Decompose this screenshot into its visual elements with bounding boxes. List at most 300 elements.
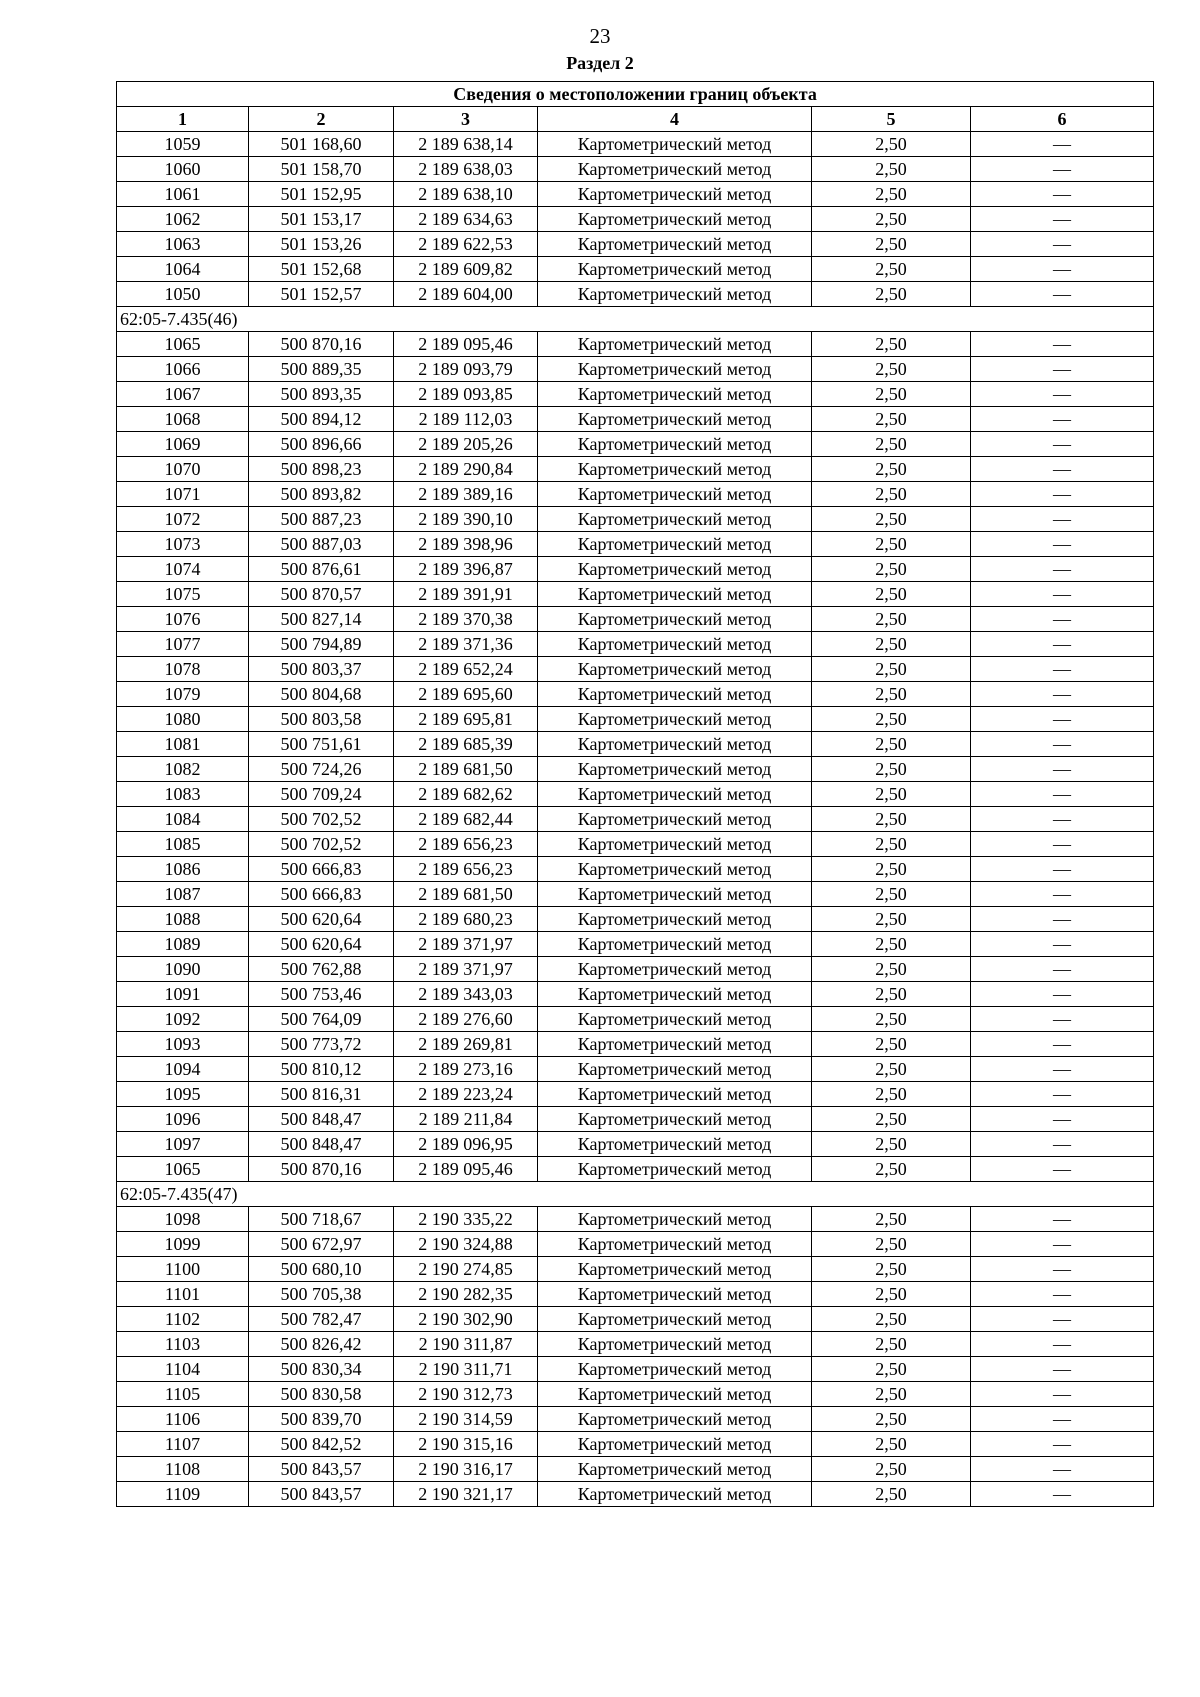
point-number-cell: 1078 <box>117 657 249 682</box>
point-number-cell: 1059 <box>117 132 249 157</box>
point-number-cell: 1073 <box>117 532 249 557</box>
y-coordinate-cell: 2 189 276,60 <box>394 1007 538 1032</box>
description-cell: — <box>971 582 1154 607</box>
description-cell: — <box>971 507 1154 532</box>
x-coordinate-cell: 501 168,60 <box>249 132 394 157</box>
x-coordinate-cell: 500 803,37 <box>249 657 394 682</box>
y-coordinate-cell: 2 189 638,10 <box>394 182 538 207</box>
x-coordinate-cell: 500 839,70 <box>249 1407 394 1432</box>
method-cell: Картометрический метод <box>538 1257 812 1282</box>
accuracy-cell: 2,50 <box>812 882 971 907</box>
x-coordinate-cell: 500 672,97 <box>249 1232 394 1257</box>
point-number-cell: 1088 <box>117 907 249 932</box>
x-coordinate-cell: 501 152,68 <box>249 257 394 282</box>
method-cell: Картометрический метод <box>538 682 812 707</box>
y-coordinate-cell: 2 189 622,53 <box>394 232 538 257</box>
description-cell: — <box>971 357 1154 382</box>
description-cell: — <box>971 1382 1154 1407</box>
x-coordinate-cell: 500 702,52 <box>249 832 394 857</box>
method-cell: Картометрический метод <box>538 1107 812 1132</box>
point-number-cell: 1085 <box>117 832 249 857</box>
table-row <box>117 257 1154 282</box>
y-coordinate-cell: 2 189 396,87 <box>394 557 538 582</box>
description-cell: — <box>971 782 1154 807</box>
accuracy-cell: 2,50 <box>812 732 971 757</box>
y-coordinate-cell: 2 189 656,23 <box>394 832 538 857</box>
description-cell: — <box>971 1357 1154 1382</box>
method-cell: Картометрический метод <box>538 557 812 582</box>
point-number-cell: 1109 <box>117 1482 249 1507</box>
section-title: Раздел 2 <box>566 53 634 73</box>
table-row <box>117 632 1154 657</box>
table-row <box>117 132 1154 157</box>
x-coordinate-cell: 500 848,47 <box>249 1107 394 1132</box>
accuracy-cell: 2,50 <box>812 457 971 482</box>
description-cell: — <box>971 1057 1154 1082</box>
table-row <box>117 657 1154 682</box>
table-row <box>117 1057 1154 1082</box>
table-row <box>117 757 1154 782</box>
accuracy-cell: 2,50 <box>812 1432 971 1457</box>
method-cell: Картометрический метод <box>538 457 812 482</box>
point-number-cell: 1093 <box>117 1032 249 1057</box>
method-cell: Картометрический метод <box>538 1007 812 1032</box>
description-cell: — <box>971 857 1154 882</box>
description-cell: — <box>971 1082 1154 1107</box>
point-number-cell: 1077 <box>117 632 249 657</box>
description-cell: — <box>971 207 1154 232</box>
method-cell: Картометрический метод <box>538 1482 812 1507</box>
point-number-cell: 1070 <box>117 457 249 482</box>
x-coordinate-cell: 500 764,09 <box>249 1007 394 1032</box>
description-cell: — <box>971 1307 1154 1332</box>
point-number-cell: 1062 <box>117 207 249 232</box>
x-coordinate-cell: 500 762,88 <box>249 957 394 982</box>
description-cell: — <box>971 482 1154 507</box>
table-row <box>117 232 1154 257</box>
x-coordinate-cell: 500 887,23 <box>249 507 394 532</box>
description-cell: — <box>971 407 1154 432</box>
method-cell: Картометрический метод <box>538 907 812 932</box>
y-coordinate-cell: 2 189 390,10 <box>394 507 538 532</box>
description-cell: — <box>971 832 1154 857</box>
accuracy-cell: 2,50 <box>812 932 971 957</box>
method-cell: Картометрический метод <box>538 832 812 857</box>
accuracy-cell: 2,50 <box>812 857 971 882</box>
accuracy-cell: 2,50 <box>812 482 971 507</box>
accuracy-cell: 2,50 <box>812 657 971 682</box>
x-coordinate-cell: 500 887,03 <box>249 532 394 557</box>
description-cell: — <box>971 1407 1154 1432</box>
column-header: 5 <box>812 107 971 132</box>
point-number-cell: 1100 <box>117 1257 249 1282</box>
accuracy-cell: 2,50 <box>812 332 971 357</box>
table-row <box>117 607 1154 632</box>
point-number-cell: 1069 <box>117 432 249 457</box>
accuracy-cell: 2,50 <box>812 1382 971 1407</box>
description-cell: — <box>971 1032 1154 1057</box>
accuracy-cell: 2,50 <box>812 207 971 232</box>
point-number-cell: 1101 <box>117 1282 249 1307</box>
method-cell: Картометрический метод <box>538 532 812 557</box>
y-coordinate-cell: 2 189 211,84 <box>394 1107 538 1132</box>
y-coordinate-cell: 2 189 343,03 <box>394 982 538 1007</box>
method-cell: Картометрический метод <box>538 1282 812 1307</box>
point-number-cell: 1089 <box>117 932 249 957</box>
x-coordinate-cell: 500 898,23 <box>249 457 394 482</box>
y-coordinate-cell: 2 189 685,39 <box>394 732 538 757</box>
y-coordinate-cell: 2 190 316,17 <box>394 1457 538 1482</box>
description-cell: — <box>971 232 1154 257</box>
accuracy-cell: 2,50 <box>812 1032 971 1057</box>
accuracy-cell: 2,50 <box>812 682 971 707</box>
method-cell: Картометрический метод <box>538 632 812 657</box>
point-number-cell: 1090 <box>117 957 249 982</box>
point-number-cell: 1105 <box>117 1382 249 1407</box>
accuracy-cell: 2,50 <box>812 382 971 407</box>
description-cell: — <box>971 932 1154 957</box>
column-header: 2 <box>249 107 394 132</box>
point-number-cell: 1061 <box>117 182 249 207</box>
y-coordinate-cell: 2 189 371,97 <box>394 957 538 982</box>
table-row <box>117 707 1154 732</box>
description-cell: — <box>971 1332 1154 1357</box>
accuracy-cell: 2,50 <box>812 982 971 1007</box>
y-coordinate-cell: 2 190 315,16 <box>394 1432 538 1457</box>
description-cell: — <box>971 982 1154 1007</box>
y-coordinate-cell: 2 190 274,85 <box>394 1257 538 1282</box>
y-coordinate-cell: 2 190 335,22 <box>394 1207 538 1232</box>
x-coordinate-cell: 501 153,17 <box>249 207 394 232</box>
accuracy-cell: 2,50 <box>812 157 971 182</box>
y-coordinate-cell: 2 189 682,62 <box>394 782 538 807</box>
description-cell: — <box>971 157 1154 182</box>
accuracy-cell: 2,50 <box>812 957 971 982</box>
x-coordinate-cell: 500 816,31 <box>249 1082 394 1107</box>
page-number: 23 <box>589 24 611 48</box>
x-coordinate-cell: 500 724,26 <box>249 757 394 782</box>
accuracy-cell: 2,50 <box>812 1132 971 1157</box>
method-cell: Картометрический метод <box>538 1332 812 1357</box>
table-row <box>117 907 1154 932</box>
method-cell: Картометрический метод <box>538 1307 812 1332</box>
point-number-cell: 1076 <box>117 607 249 632</box>
method-cell: Картометрический метод <box>538 207 812 232</box>
table-row <box>117 932 1154 957</box>
method-cell: Картометрический метод <box>538 1357 812 1382</box>
y-coordinate-cell: 2 189 604,00 <box>394 282 538 307</box>
accuracy-cell: 2,50 <box>812 1082 971 1107</box>
cadastral-group-label: 62:05-7.435(47) <box>117 1182 1154 1207</box>
description-cell: — <box>971 332 1154 357</box>
method-cell: Картометрический метод <box>538 132 812 157</box>
y-coordinate-cell: 2 189 370,38 <box>394 607 538 632</box>
method-cell: Картометрический метод <box>538 182 812 207</box>
method-cell: Картометрический метод <box>538 807 812 832</box>
y-coordinate-cell: 2 190 314,59 <box>394 1407 538 1432</box>
table-row <box>117 1132 1154 1157</box>
description-cell: — <box>971 532 1154 557</box>
table-row <box>117 1332 1154 1357</box>
description-cell: — <box>971 1282 1154 1307</box>
method-cell: Картометрический метод <box>538 282 812 307</box>
method-cell: Картометрический метод <box>538 582 812 607</box>
column-header: 4 <box>538 107 812 132</box>
accuracy-cell: 2,50 <box>812 557 971 582</box>
point-number-cell: 1050 <box>117 282 249 307</box>
table-row <box>117 1482 1154 1507</box>
method-cell: Картометрический метод <box>538 957 812 982</box>
y-coordinate-cell: 2 189 273,16 <box>394 1057 538 1082</box>
description-cell: — <box>971 657 1154 682</box>
point-number-cell: 1063 <box>117 232 249 257</box>
method-cell: Картометрический метод <box>538 782 812 807</box>
description-cell: — <box>971 1232 1154 1257</box>
method-cell: Картометрический метод <box>538 382 812 407</box>
column-number-row <box>117 107 1154 132</box>
column-header: 3 <box>394 107 538 132</box>
group-row <box>117 1182 1154 1207</box>
point-number-cell: 1092 <box>117 1007 249 1032</box>
y-coordinate-cell: 2 189 223,24 <box>394 1082 538 1107</box>
accuracy-cell: 2,50 <box>812 1457 971 1482</box>
accuracy-cell: 2,50 <box>812 407 971 432</box>
table-row <box>117 432 1154 457</box>
description-cell: — <box>971 882 1154 907</box>
point-number-cell: 1060 <box>117 157 249 182</box>
x-coordinate-cell: 500 753,46 <box>249 982 394 1007</box>
accuracy-cell: 2,50 <box>812 1357 971 1382</box>
y-coordinate-cell: 2 189 269,81 <box>394 1032 538 1057</box>
accuracy-cell: 2,50 <box>812 782 971 807</box>
method-cell: Картометрический метод <box>538 1132 812 1157</box>
table-row <box>117 282 1154 307</box>
x-coordinate-cell: 500 893,35 <box>249 382 394 407</box>
accuracy-cell: 2,50 <box>812 582 971 607</box>
description-cell: — <box>971 1457 1154 1482</box>
table-row <box>117 1382 1154 1407</box>
y-coordinate-cell: 2 189 634,63 <box>394 207 538 232</box>
x-coordinate-cell: 500 889,35 <box>249 357 394 382</box>
description-cell: — <box>971 1107 1154 1132</box>
y-coordinate-cell: 2 189 681,50 <box>394 882 538 907</box>
table-row <box>117 1032 1154 1057</box>
table-row <box>117 382 1154 407</box>
method-cell: Картометрический метод <box>538 732 812 757</box>
x-coordinate-cell: 500 666,83 <box>249 882 394 907</box>
x-coordinate-cell: 500 718,67 <box>249 1207 394 1232</box>
y-coordinate-cell: 2 189 609,82 <box>394 257 538 282</box>
accuracy-cell: 2,50 <box>812 632 971 657</box>
table-row <box>117 332 1154 357</box>
y-coordinate-cell: 2 190 282,35 <box>394 1282 538 1307</box>
method-cell: Картометрический метод <box>538 232 812 257</box>
column-header: 6 <box>971 107 1154 132</box>
method-cell: Картометрический метод <box>538 357 812 382</box>
x-coordinate-cell: 500 830,58 <box>249 1382 394 1407</box>
method-cell: Картометрический метод <box>538 607 812 632</box>
accuracy-cell: 2,50 <box>812 832 971 857</box>
x-coordinate-cell: 501 153,26 <box>249 232 394 257</box>
y-coordinate-cell: 2 189 695,81 <box>394 707 538 732</box>
y-coordinate-cell: 2 190 311,71 <box>394 1357 538 1382</box>
method-cell: Картометрический метод <box>538 407 812 432</box>
description-cell: — <box>971 182 1154 207</box>
point-number-cell: 1065 <box>117 332 249 357</box>
y-coordinate-cell: 2 190 324,88 <box>394 1232 538 1257</box>
method-cell: Картометрический метод <box>538 1157 812 1182</box>
accuracy-cell: 2,50 <box>812 1207 971 1232</box>
description-cell: — <box>971 1207 1154 1232</box>
accuracy-cell: 2,50 <box>812 232 971 257</box>
y-coordinate-cell: 2 190 312,73 <box>394 1382 538 1407</box>
x-coordinate-cell: 501 158,70 <box>249 157 394 182</box>
point-number-cell: 1096 <box>117 1107 249 1132</box>
table-row <box>117 982 1154 1007</box>
table-row <box>117 1432 1154 1457</box>
x-coordinate-cell: 500 893,82 <box>249 482 394 507</box>
accuracy-cell: 2,50 <box>812 257 971 282</box>
method-cell: Картометрический метод <box>538 1207 812 1232</box>
method-cell: Картометрический метод <box>538 432 812 457</box>
x-coordinate-cell: 500 870,57 <box>249 582 394 607</box>
method-cell: Картометрический метод <box>538 1082 812 1107</box>
method-cell: Картометрический метод <box>538 932 812 957</box>
y-coordinate-cell: 2 189 095,46 <box>394 332 538 357</box>
point-number-cell: 1094 <box>117 1057 249 1082</box>
y-coordinate-cell: 2 190 321,17 <box>394 1482 538 1507</box>
description-cell: — <box>971 382 1154 407</box>
cadastral-group-label: 62:05-7.435(46) <box>117 307 1154 332</box>
y-coordinate-cell: 2 189 652,24 <box>394 657 538 682</box>
point-number-cell: 1074 <box>117 557 249 582</box>
x-coordinate-cell: 500 709,24 <box>249 782 394 807</box>
method-cell: Картометрический метод <box>538 1407 812 1432</box>
accuracy-cell: 2,50 <box>812 1257 971 1282</box>
x-coordinate-cell: 500 620,64 <box>249 907 394 932</box>
group-row <box>117 307 1154 332</box>
x-coordinate-cell: 500 830,34 <box>249 1357 394 1382</box>
table-title: Сведения о местоположении границ объекта <box>117 82 1154 107</box>
method-cell: Картометрический метод <box>538 757 812 782</box>
y-coordinate-cell: 2 189 371,36 <box>394 632 538 657</box>
table-row <box>117 207 1154 232</box>
x-coordinate-cell: 500 843,57 <box>249 1457 394 1482</box>
description-cell: — <box>971 557 1154 582</box>
description-cell: — <box>971 1007 1154 1032</box>
point-number-cell: 1087 <box>117 882 249 907</box>
description-cell: — <box>971 807 1154 832</box>
y-coordinate-cell: 2 189 391,91 <box>394 582 538 607</box>
point-number-cell: 1086 <box>117 857 249 882</box>
table-body <box>117 132 1154 1507</box>
accuracy-cell: 2,50 <box>812 182 971 207</box>
description-cell: — <box>971 257 1154 282</box>
x-coordinate-cell: 500 848,47 <box>249 1132 394 1157</box>
x-coordinate-cell: 500 680,10 <box>249 1257 394 1282</box>
point-number-cell: 1068 <box>117 407 249 432</box>
point-number-cell: 1097 <box>117 1132 249 1157</box>
table-row <box>117 1457 1154 1482</box>
y-coordinate-cell: 2 189 682,44 <box>394 807 538 832</box>
accuracy-cell: 2,50 <box>812 1007 971 1032</box>
point-number-cell: 1080 <box>117 707 249 732</box>
y-coordinate-cell: 2 189 205,26 <box>394 432 538 457</box>
point-number-cell: 1103 <box>117 1332 249 1357</box>
table-row <box>117 1007 1154 1032</box>
accuracy-cell: 2,50 <box>812 807 971 832</box>
description-cell: — <box>971 682 1154 707</box>
description-cell: — <box>971 1482 1154 1507</box>
x-coordinate-cell: 500 705,38 <box>249 1282 394 1307</box>
y-coordinate-cell: 2 189 680,23 <box>394 907 538 932</box>
x-coordinate-cell: 500 894,12 <box>249 407 394 432</box>
point-number-cell: 1065 <box>117 1157 249 1182</box>
point-number-cell: 1095 <box>117 1082 249 1107</box>
accuracy-cell: 2,50 <box>812 1482 971 1507</box>
accuracy-cell: 2,50 <box>812 132 971 157</box>
table-row <box>117 1257 1154 1282</box>
x-coordinate-cell: 500 876,61 <box>249 557 394 582</box>
table-row <box>117 157 1154 182</box>
point-number-cell: 1082 <box>117 757 249 782</box>
method-cell: Картометрический метод <box>538 1382 812 1407</box>
accuracy-cell: 2,50 <box>812 907 971 932</box>
y-coordinate-cell: 2 189 093,85 <box>394 382 538 407</box>
description-cell: — <box>971 957 1154 982</box>
y-coordinate-cell: 2 189 290,84 <box>394 457 538 482</box>
method-cell: Картометрический метод <box>538 1057 812 1082</box>
point-number-cell: 1079 <box>117 682 249 707</box>
table-row <box>117 732 1154 757</box>
x-coordinate-cell: 500 842,52 <box>249 1432 394 1457</box>
y-coordinate-cell: 2 189 095,46 <box>394 1157 538 1182</box>
description-cell: — <box>971 132 1154 157</box>
accuracy-cell: 2,50 <box>812 1307 971 1332</box>
table-row <box>117 1232 1154 1257</box>
description-cell: — <box>971 432 1154 457</box>
method-cell: Картометрический метод <box>538 257 812 282</box>
description-cell: — <box>971 1157 1154 1182</box>
accuracy-cell: 2,50 <box>812 1107 971 1132</box>
column-header: 1 <box>117 107 249 132</box>
point-number-cell: 1075 <box>117 582 249 607</box>
method-cell: Картометрический метод <box>538 482 812 507</box>
table-row <box>117 682 1154 707</box>
table-row <box>117 357 1154 382</box>
table-row <box>117 1407 1154 1432</box>
point-number-cell: 1081 <box>117 732 249 757</box>
x-coordinate-cell: 500 810,12 <box>249 1057 394 1082</box>
method-cell: Картометрический метод <box>538 157 812 182</box>
x-coordinate-cell: 501 152,57 <box>249 282 394 307</box>
table-row <box>117 182 1154 207</box>
point-number-cell: 1102 <box>117 1307 249 1332</box>
table-row <box>117 782 1154 807</box>
y-coordinate-cell: 2 189 638,03 <box>394 157 538 182</box>
point-number-cell: 1091 <box>117 982 249 1007</box>
point-number-cell: 1099 <box>117 1232 249 1257</box>
accuracy-cell: 2,50 <box>812 1332 971 1357</box>
y-coordinate-cell: 2 189 371,97 <box>394 932 538 957</box>
table-row <box>117 1107 1154 1132</box>
description-cell: — <box>971 282 1154 307</box>
description-cell: — <box>971 732 1154 757</box>
x-coordinate-cell: 500 782,47 <box>249 1307 394 1332</box>
table-row <box>117 482 1154 507</box>
y-coordinate-cell: 2 189 638,14 <box>394 132 538 157</box>
x-coordinate-cell: 500 870,16 <box>249 332 394 357</box>
